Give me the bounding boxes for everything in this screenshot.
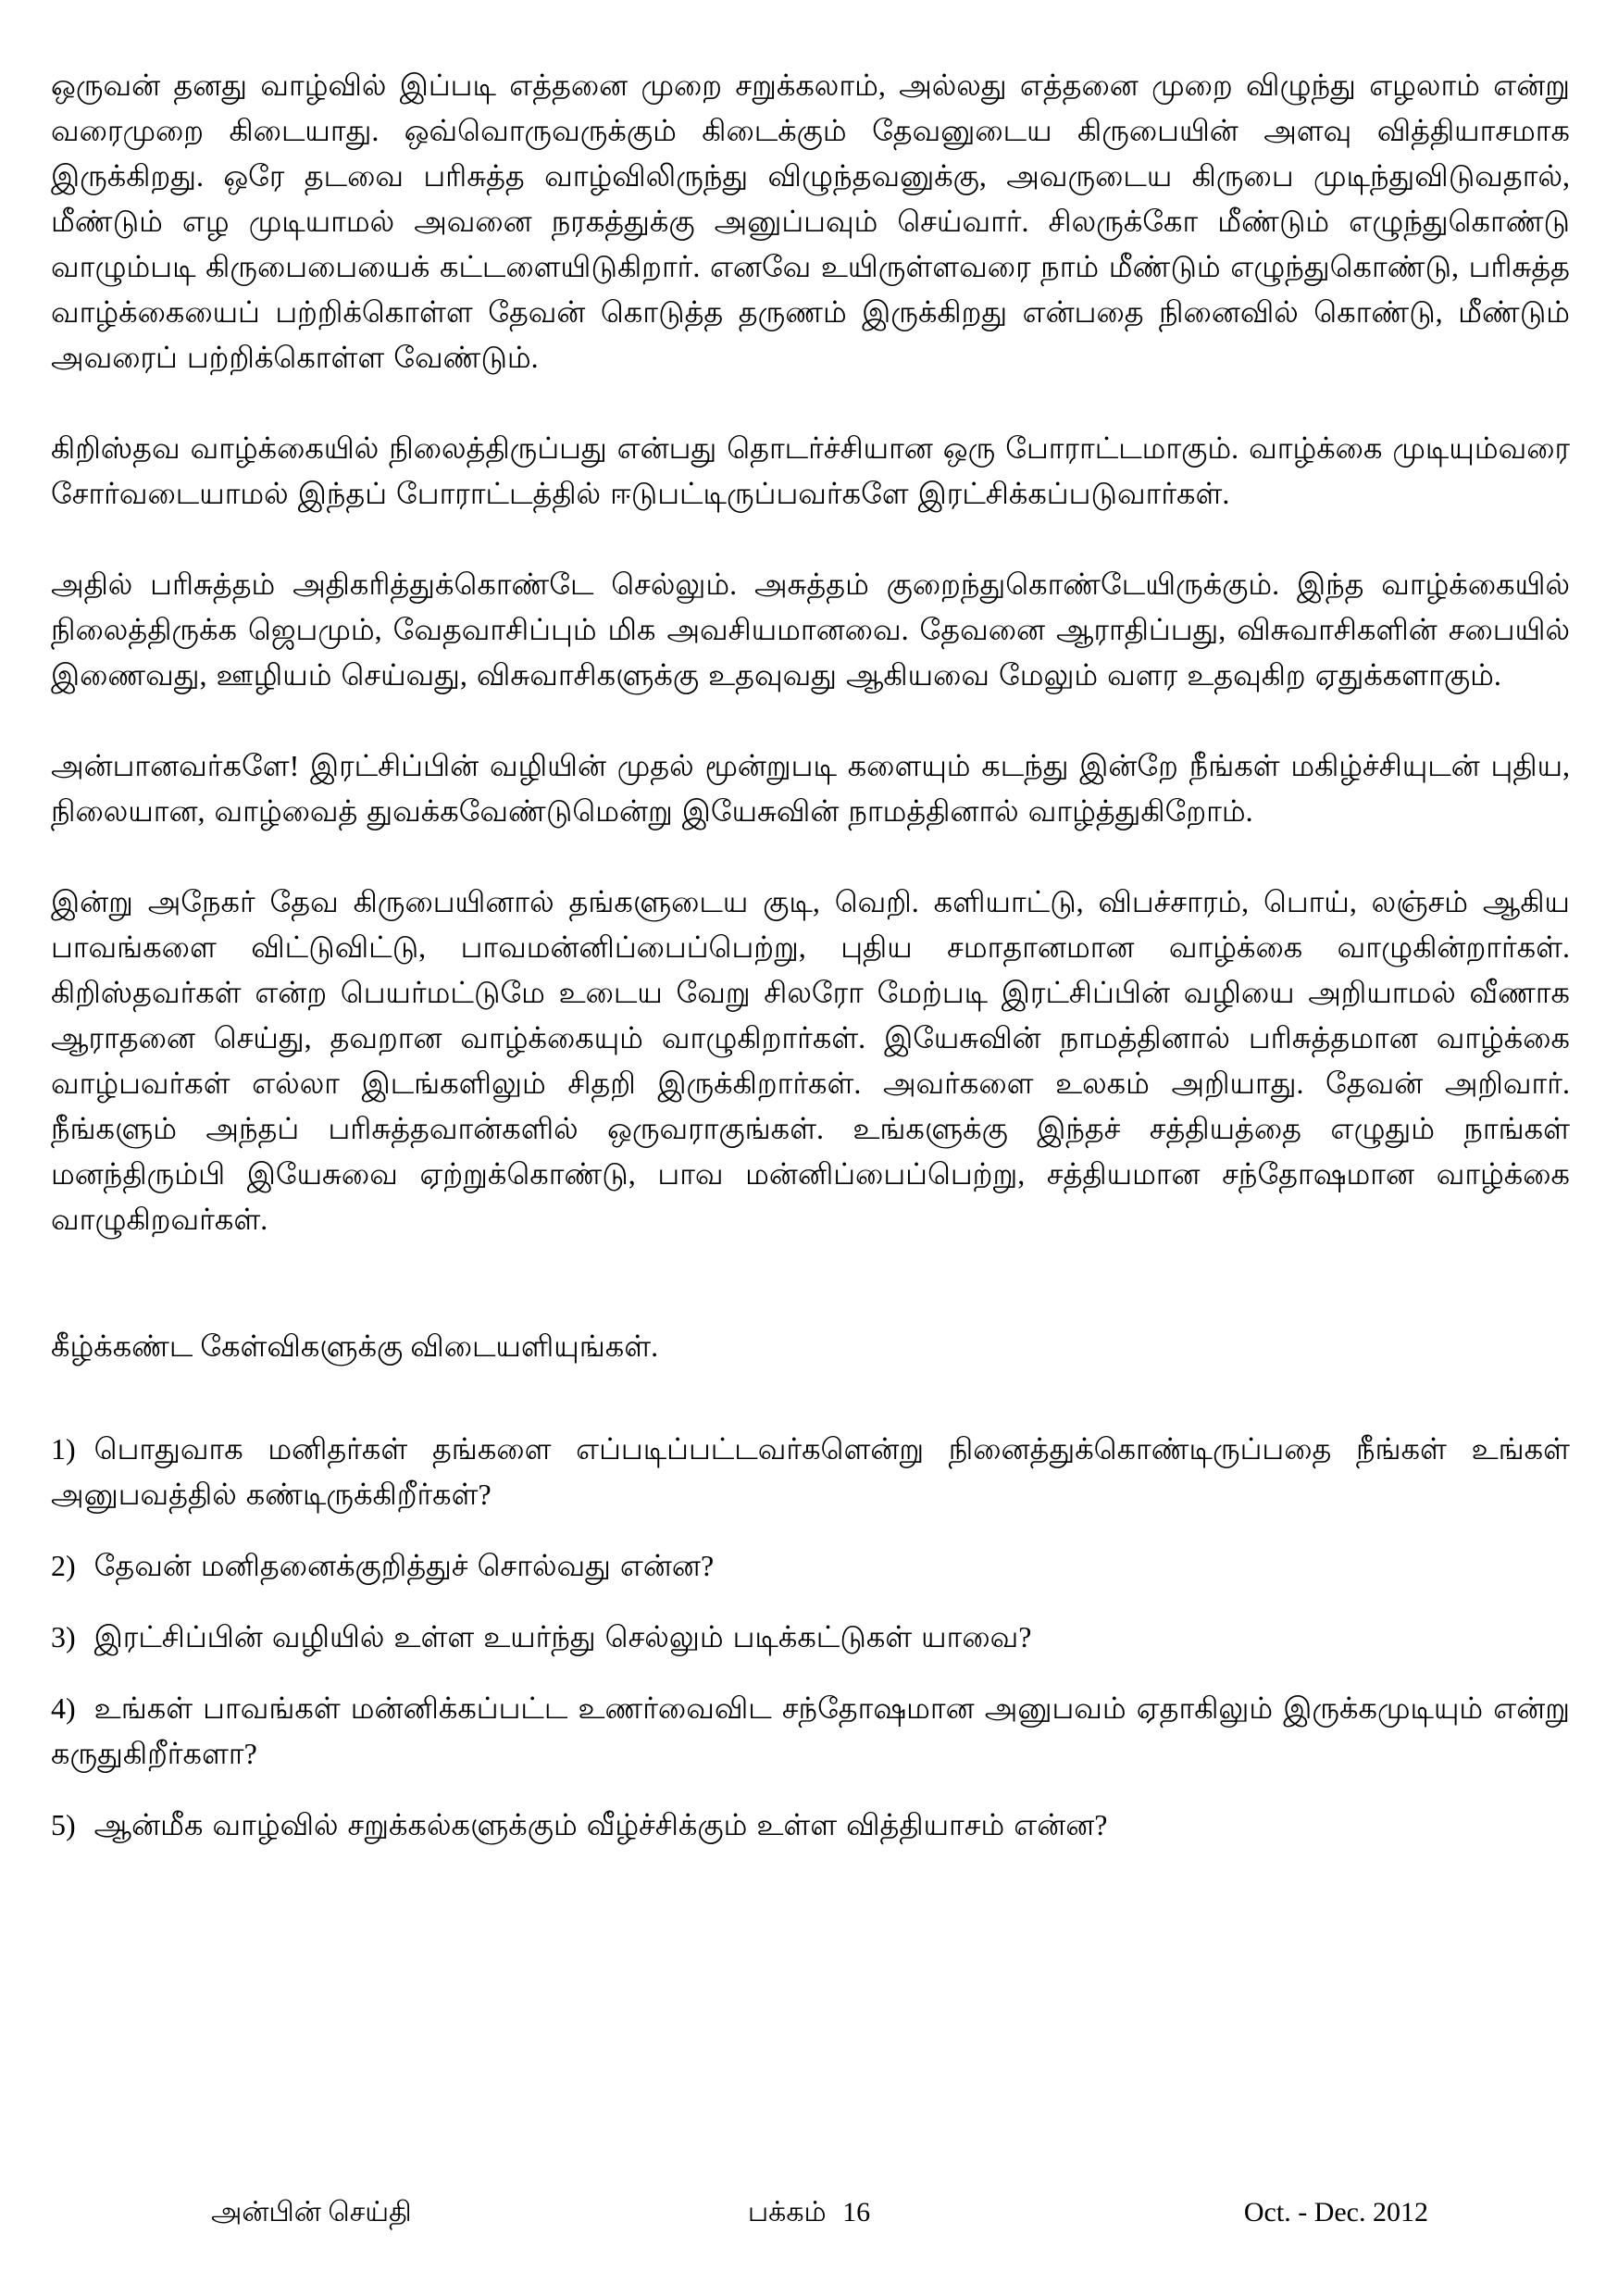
paragraph: அன்பானவர்களே! இரட்சிப்பின் வழியின் முதல் மூன்றுபடி களையும் கடந்து இன்றே நீங்கள் மகிழ்ச்சியுடன் புதிய, நிலையான, வாழ்வைத் துவக்கவேண்டுமென்று இயேசுவின் நாமத்தினால் வாழ்த்துகிறோம். xyxy=(51,749,1570,828)
page-body xyxy=(51,63,1570,1874)
footer-publication-title: அன்பின் செய்தி xyxy=(211,2197,412,2227)
footer-page-number: பக்கம் 16 xyxy=(747,2197,871,2227)
question-item xyxy=(51,1803,1570,1848)
question-text: தேவன் மனிதனைக்குறித்துச் சொல்வது என்ன? xyxy=(93,1549,715,1582)
question-text: உங்கள் பாவங்கள் மன்னிக்கப்பட்ட உணர்வைவிட சந்தோஷமான அனுபவம் ஏதாகிலும் இருக்கமுடியும் என்று கருதுகிறீர்களா? xyxy=(51,1691,1570,1770)
question-number: 5) xyxy=(51,1808,76,1841)
question-number: 2) xyxy=(51,1549,76,1582)
paragraph: கிறிஸ்தவ வாழ்க்கையில் நிலைத்திருப்பது என்பது தொடர்ச்சியான ஒரு போராட்டமாகும். வாழ்க்கை முடியும்வரை சோர்வடையாமல் இந்தப் போராட்டத்தில் ஈடுபட்டிருப்பவர்களே இரட்சிக்கப்படுவார்கள். xyxy=(51,431,1570,510)
footer-issue-date: Oct. - Dec. 2012 xyxy=(1243,2197,1428,2227)
question-item xyxy=(51,1615,1570,1660)
paragraph: இன்று அநேகர் தேவ கிருபையினால் தங்களுடைய குடி, வெறி. களியாட்டு, விபச்சாரம், பொய், லஞ்சம் ஆகிய பாவங்களை விட்டுவிட்டு, பாவமன்னிப்பைப்பெற்று, புதிய சமாதானமான வாழ்க்கை வாழுகின்றார்கள். கிறிஸ்தவர்கள் என்ற பெயர்மட்டுமே உடைய வேறு சிலரோ மேற்படி இரட்சிப்பின் வழியை அறியாமல் வீணாக ஆராதனை செய்து, தவறான வாழ்க்கையும் வாழுகிறார்கள். இயேசுவின் நாமத்தினால் பரிசுத்தமான வாழ்க்கை வாழ்பவர்கள் எல்லா இடங்களிலும் சிதறி இருக்கிறார்கள். அவர்களை உலகம் அறியாது. தேவன் அறிவார். நீங்களும் அந்தப் பரிசுத்தவான்களில் ஒருவராகுங்கள். உங்களுக்கு இந்தச் சத்தியத்தை எழுதும் நாங்கள் மனந்திரும்பி இயேசுவை ஏற்றுக்கொண்டு, பாவ மன்னிப்பைப்பெற்று, சத்தியமான சந்தோஷமான வாழ்க்கை வாழுகிறவர்கள். xyxy=(51,885,1570,1236)
page-footer xyxy=(0,2192,1618,2233)
question-number: 1) xyxy=(51,1432,76,1466)
question-text: இரட்சிப்பின் வழியில் உள்ள உயர்ந்து செல்லும் படிக்கட்டுகள் யாவை? xyxy=(93,1620,1032,1653)
question-text: ஆன்மீக வாழ்வில் சறுக்கல்களுக்கும் வீழ்ச்சிக்கும் உள்ள வித்தியாசம் என்ன? xyxy=(93,1808,1108,1841)
paragraph: ஒருவன் தனது வாழ்வில் இப்படி எத்தனை முறை சறுக்கலாம், அல்லது எத்தனை முறை விழுந்து எழலாம் என்று வரைமுறை கிடையாது. ஒவ்வொருவருக்கும் கிடைக்கும் தேவனுடைய கிருபையின் அளவு வித்தியாசமாக இருக்கிறது. ஒரே தடவை பரிசுத்த வாழ்விலிருந்து விழுந்தவனுக்கு, அவருடைய கிருபை முடிந்துவிடுவதால், மீண்டும் எழ முடியாமல் அவனை நரகத்துக்கு அனுப்பவும் செய்வார். சிலருக்கோ மீண்டும் எழுந்துகொண்டு வாழும்படி கிருபைபையைக் கட்டளையிடுகிறார். எனவே உயிருள்ளவரை நாம் மீண்டும் எழுந்துகொண்டு, பரிசுத்த வாழ்க்கையைப் பற்றிக்கொள்ள தேவன் கொடுத்த தருணம் இருக்கிறது என்பதை நினைவில் கொண்டு, மீண்டும் அவரைப் பற்றிக்கொள்ள வேண்டும். xyxy=(51,69,1570,374)
question-item xyxy=(51,1427,1570,1517)
question-number: 4) xyxy=(51,1691,76,1725)
questions-heading: கீழ்க்கண்ட கேள்விகளுக்கு விடையளியுங்கள். xyxy=(51,1329,659,1363)
paragraph: அதில் பரிசுத்தம் அதிகரித்துக்கொண்டே செல்லும். அசுத்தம் குறைந்துகொண்டேயிருக்கும். இந்த வாழ்க்கையில் நிலைத்திருக்க ஜெபமும், வேதவாசிப்பும் மிக அவசியமானவை. தேவனை ஆராதிப்பது, விசுவாசிகளின் சபையில் இணைவது, ஊழியம் செய்வது, விசுவாசிகளுக்கு உதவுவது ஆகியவை மேலும் வளர உதவுகிற ஏதுக்களாகும். xyxy=(51,568,1570,692)
question-item xyxy=(51,1543,1570,1589)
question-number: 3) xyxy=(51,1620,76,1653)
question-text: பொதுவாக மனிதர்கள் தங்களை எப்படிப்பட்டவர்களென்று நினைத்துக்கொண்டிருப்பதை நீங்கள் உங்கள் அனுபவத்தில் கண்டிருக்கிறீர்கள்? xyxy=(51,1432,1570,1511)
question-item xyxy=(51,1686,1570,1777)
